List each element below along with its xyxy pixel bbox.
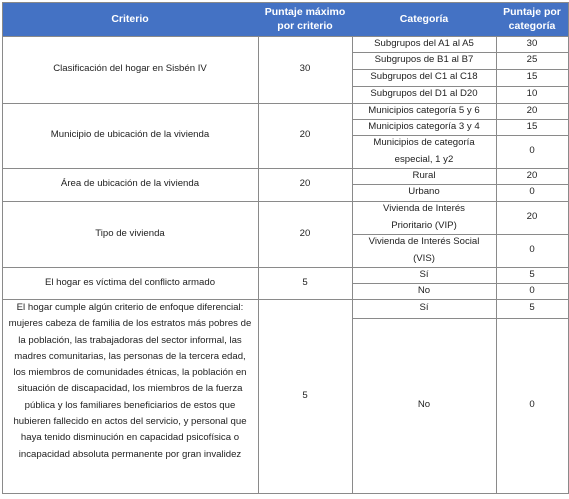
table-border-bottom [2,493,569,494]
categoria-cell: Rural [412,169,436,181]
table-divider [2,36,569,37]
puntaje-categoria-cell: 25 [526,54,538,66]
criterio-cell: Clasificación del hogar en Sisbén IV [53,63,207,75]
table-border-left [2,2,3,493]
puntaje-maximo-cell: 20 [299,178,311,190]
table-border-top [2,2,569,3]
puntaje-categoria-cell: 5 [529,302,535,314]
puntaje-maximo-cell: 30 [299,63,311,75]
puntaje-categoria-cell: 20 [526,211,538,223]
puntaje-categoria-cell: 20 [526,104,538,116]
criterio-cell: Tipo de vivienda [95,227,165,239]
table-divider [2,168,569,169]
puntaje-categoria-cell: 20 [526,169,538,181]
table-divider [2,201,569,202]
categoria-cell: Vivienda de Interés Social (VIS) [368,236,480,264]
categoria-cell: Municipios categoría 5 y 6 [368,104,480,116]
table-divider [352,119,569,120]
puntaje-categoria-cell: 10 [526,88,538,100]
puntaje-maximo-cell: 20 [299,129,311,141]
puntaje-categoria-cell: 0 [529,284,535,296]
puntaje-categoria-cell: 0 [529,399,535,411]
table-divider [352,234,569,235]
puntaje-categoria-cell: 0 [529,244,535,256]
criterio-cell: Área de ubicación de la vivienda [60,178,200,190]
categoria-cell: No [417,284,431,296]
categoria-cell: Municipios categoría 3 y 4 [368,120,480,132]
puntaje-maximo-cell: 5 [302,276,308,288]
table-divider [352,36,353,493]
categoria-cell: Urbano [408,186,440,198]
puntaje-categoria-cell: 15 [526,120,538,132]
categoria-cell: Subgrupos de B1 al B7 [374,54,474,66]
criterio-cell: El hogar es víctima del conflicto armado [44,276,216,288]
puntaje-categoria-cell: 0 [529,186,535,198]
puntaje-categoria-cell: 0 [529,145,535,157]
puntaje-maximo-cell: 20 [299,227,311,239]
puntaje-maximo-cell: 5 [302,389,308,401]
categoria-cell: Sí [419,302,429,314]
header-criterio: Criterio [2,2,258,36]
table-divider [258,36,259,493]
table-divider [352,318,569,319]
table-divider [2,103,569,104]
categoria-cell: Subgrupos del C1 al C18 [370,71,478,83]
header-puntaje-categoria: Puntaje por categoría [496,2,568,36]
puntaje-categoria-cell: 5 [529,268,535,280]
categoria-cell: Municipios de categoría especial, 1 y2 [373,137,475,165]
categoria-cell: Sí [419,268,429,280]
criterio-cell: Municipio de ubicación de la vivienda [50,129,210,141]
table-divider [2,299,569,300]
categoria-cell: No [417,399,431,411]
table-divider [2,267,569,268]
table-divider [352,86,569,87]
puntaje-categoria-cell: 15 [526,71,538,83]
table-divider [352,283,569,284]
table-divider [352,52,569,53]
header-categoria: Categoría [352,2,496,36]
categoria-cell: Subgrupos del D1 al D20 [370,88,478,100]
header-puntaje-maximo: Puntaje máximo por criterio [258,2,352,36]
table-divider [352,184,569,185]
categoria-cell: Vivienda de Interés Prioritario (VIP) [383,203,465,231]
puntaje-categoria-cell: 30 [526,37,538,49]
categoria-cell: Subgrupos del A1 al A5 [374,37,474,49]
table-divider [352,69,569,70]
table-divider [496,36,497,493]
table-divider [352,135,569,136]
criterio-cell: El hogar cumple algún criterio de enfoque diferencial: mujeres cabeza de familia de los estratos más pobres de la población, las trabajadoras del sector informal, las madres comunitarias, las personas de la tercera edad, los miembros de comunidades étnicas, la población en situación de discapacidad, los miembros de la fuerza pública y los familiares beneficiarios de estos que hubieren fallecido en actos del servicio, y personal que haya tenido disminución en capacidad psicofísica o incapacidad absoluta permanente por gran invalidez [8,302,252,460]
